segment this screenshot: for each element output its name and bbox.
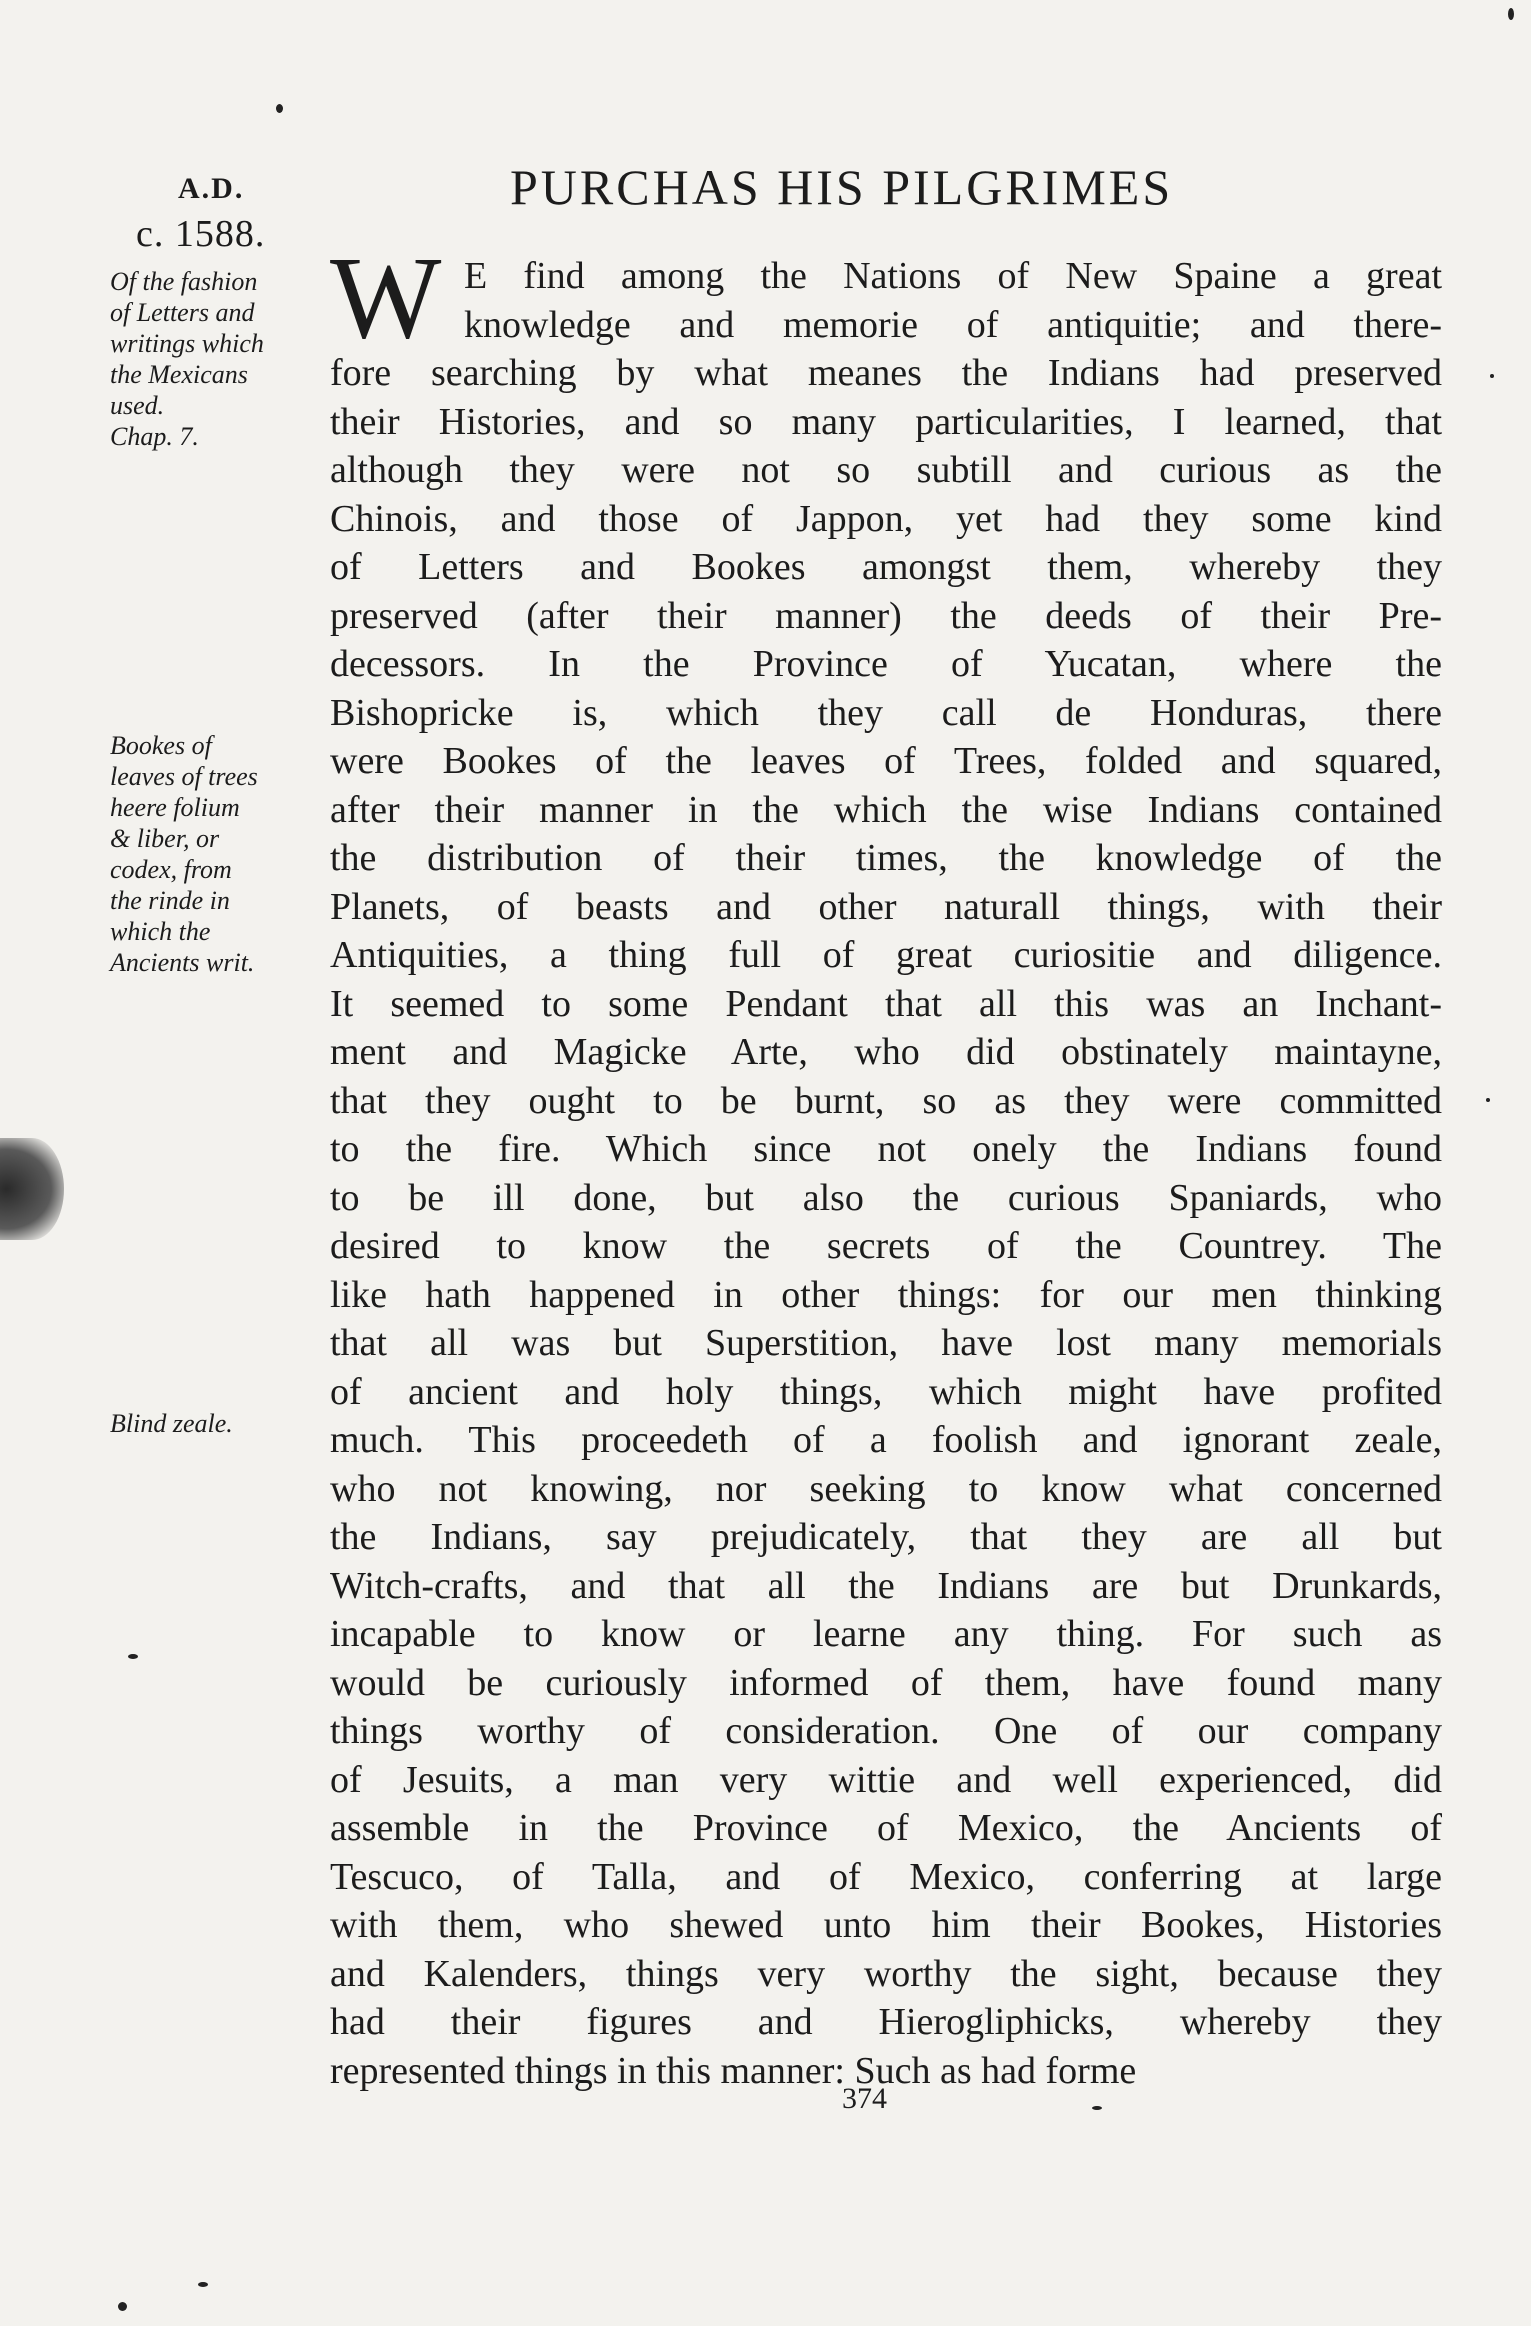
running-title: PURCHAS HIS PILGRIMES (510, 159, 1174, 215)
margin-note-line: used. (110, 391, 165, 420)
text-line: preserved (after their manner) the deeds of their Pre- (330, 594, 1442, 637)
text-line: that all was but Superstition, have lost many memorials (330, 1322, 1442, 1364)
margin-note-line: Bookes of (110, 731, 212, 760)
year-label: c. 1588. (136, 213, 266, 255)
text-line: the distribution of their times, the knowledge of the (330, 837, 1442, 879)
text-line: Planets, of beasts and other naturall things, with their (330, 885, 1442, 928)
text-line: Witch-crafts, and that all the Indians are but Drunkards, (330, 1564, 1442, 1607)
text-line: Chinois, and those of Jappon, yet had they some kind (330, 497, 1442, 540)
text-line: desired to know the secrets of the Countrey. The (330, 1225, 1442, 1267)
margin-note-line: leaves of trees (110, 762, 258, 791)
body-text (330, 232, 1442, 2095)
text-line: ment and Magicke Arte, who did obstinately maintayne, (330, 1031, 1442, 1073)
page-number: 374 (842, 2082, 887, 2115)
margin-note-line: codex, from (110, 855, 232, 884)
era-label: A.D. (178, 172, 245, 205)
text-line: after their manner in the which the wise Indians contained (330, 788, 1442, 831)
text-line: with them, who shewed unto him their Bookes, Histories (330, 1904, 1442, 1946)
text-line: things worthy of consideration. One of our company (330, 1710, 1442, 1752)
dust-speck (1508, 8, 1514, 20)
text-line: and Kalenders, things very worthy the sight, because they (330, 1952, 1442, 1995)
text-line: E find among the Nations of New Spaine a great (464, 255, 1442, 297)
margin-note-line: Of the fashion (110, 267, 258, 296)
dust-speck (1490, 374, 1494, 378)
margin-note-line: writings which (110, 329, 264, 358)
dust-speck (1092, 2106, 1102, 2110)
text-line: of Letters and Bookes amongst them, whereby they (330, 546, 1442, 588)
text-line: would be curiously informed of them, have found many (330, 1661, 1442, 1704)
margin-note-line: Chap. 7. (110, 422, 199, 451)
dust-speck (1486, 1098, 1490, 1102)
margin-note-blind-zeale (110, 1408, 320, 1439)
margin-note-line: of Letters and (110, 298, 255, 327)
dust-speck (118, 2302, 127, 2311)
drop-capital: W (330, 232, 442, 363)
text-line: the Indians, say prejudicately, that they are all but (330, 1516, 1442, 1558)
dust-speck (276, 104, 283, 113)
text-line: knowledge and memorie of antiquitie; and there- (464, 303, 1442, 346)
margin-note-line: & liber, or (110, 824, 220, 853)
text-line: incapable to know or learne any thing. For such as (330, 1613, 1442, 1655)
text-line: to be ill done, but also the curious Spaniards, who (330, 1176, 1442, 1219)
text-line: like hath happened in other things: for our men thinking (330, 1273, 1442, 1316)
margin-note-line: heere folium (110, 793, 240, 822)
text-line: decessors. In the Province of Yucatan, where the (330, 643, 1442, 685)
text-line: were Bookes of the leaves of Trees, folded and squared, (330, 740, 1442, 782)
text-line: It seemed to some Pendant that all this was an Inchant- (330, 982, 1442, 1025)
text-line: fore searching by what meanes the Indians had preserved (330, 352, 1442, 394)
text-line: their Histories, and so many particularities, I learned, that (330, 400, 1442, 443)
text-line: much. This proceedeth of a foolish and ignorant zeale, (330, 1419, 1442, 1461)
dust-speck (128, 1654, 138, 1659)
margin-note-bookes-of-leaves (110, 730, 320, 978)
text-line: had their figures and Hierogliphicks, whereby they (330, 2001, 1442, 2043)
dust-speck (198, 2282, 208, 2287)
text-line: Bishopricke is, which they call de Honduras, there (330, 691, 1442, 734)
scan-thumb-shadow (0, 1138, 64, 1240)
text-line: assemble in the Province of Mexico, the Ancients of (330, 1807, 1442, 1849)
text-line: who not knowing, nor seeking to know what concerned (330, 1467, 1442, 1510)
margin-note-line: Blind zeale. (110, 1409, 233, 1438)
margin-note-line: Ancients writ. (110, 948, 255, 977)
text-line: represented things in this manner: Such as had forme (330, 2049, 1137, 2092)
margin-note-fashion-of-letters (110, 266, 320, 452)
text-line: of Jesuits, a man very wittie and well experienced, did (330, 1758, 1442, 1801)
text-line: although they were not so subtill and curious as the (330, 449, 1442, 491)
text-line: Antiquities, a thing full of great curiositie and diligence. (330, 934, 1442, 976)
margin-note-line: the Mexicans (110, 360, 248, 389)
margin-note-line: the rinde in (110, 886, 230, 915)
text-line: of ancient and holy things, which might have profited (330, 1370, 1442, 1413)
text-line: to the fire. Which since not onely the Indians found (330, 1128, 1442, 1170)
text-line: that they ought to be burnt, so as they were committed (330, 1079, 1442, 1122)
text-line: Tescuco, of Talla, and of Mexico, conferring at large (330, 1855, 1442, 1898)
margin-note-line: which the (110, 917, 211, 946)
